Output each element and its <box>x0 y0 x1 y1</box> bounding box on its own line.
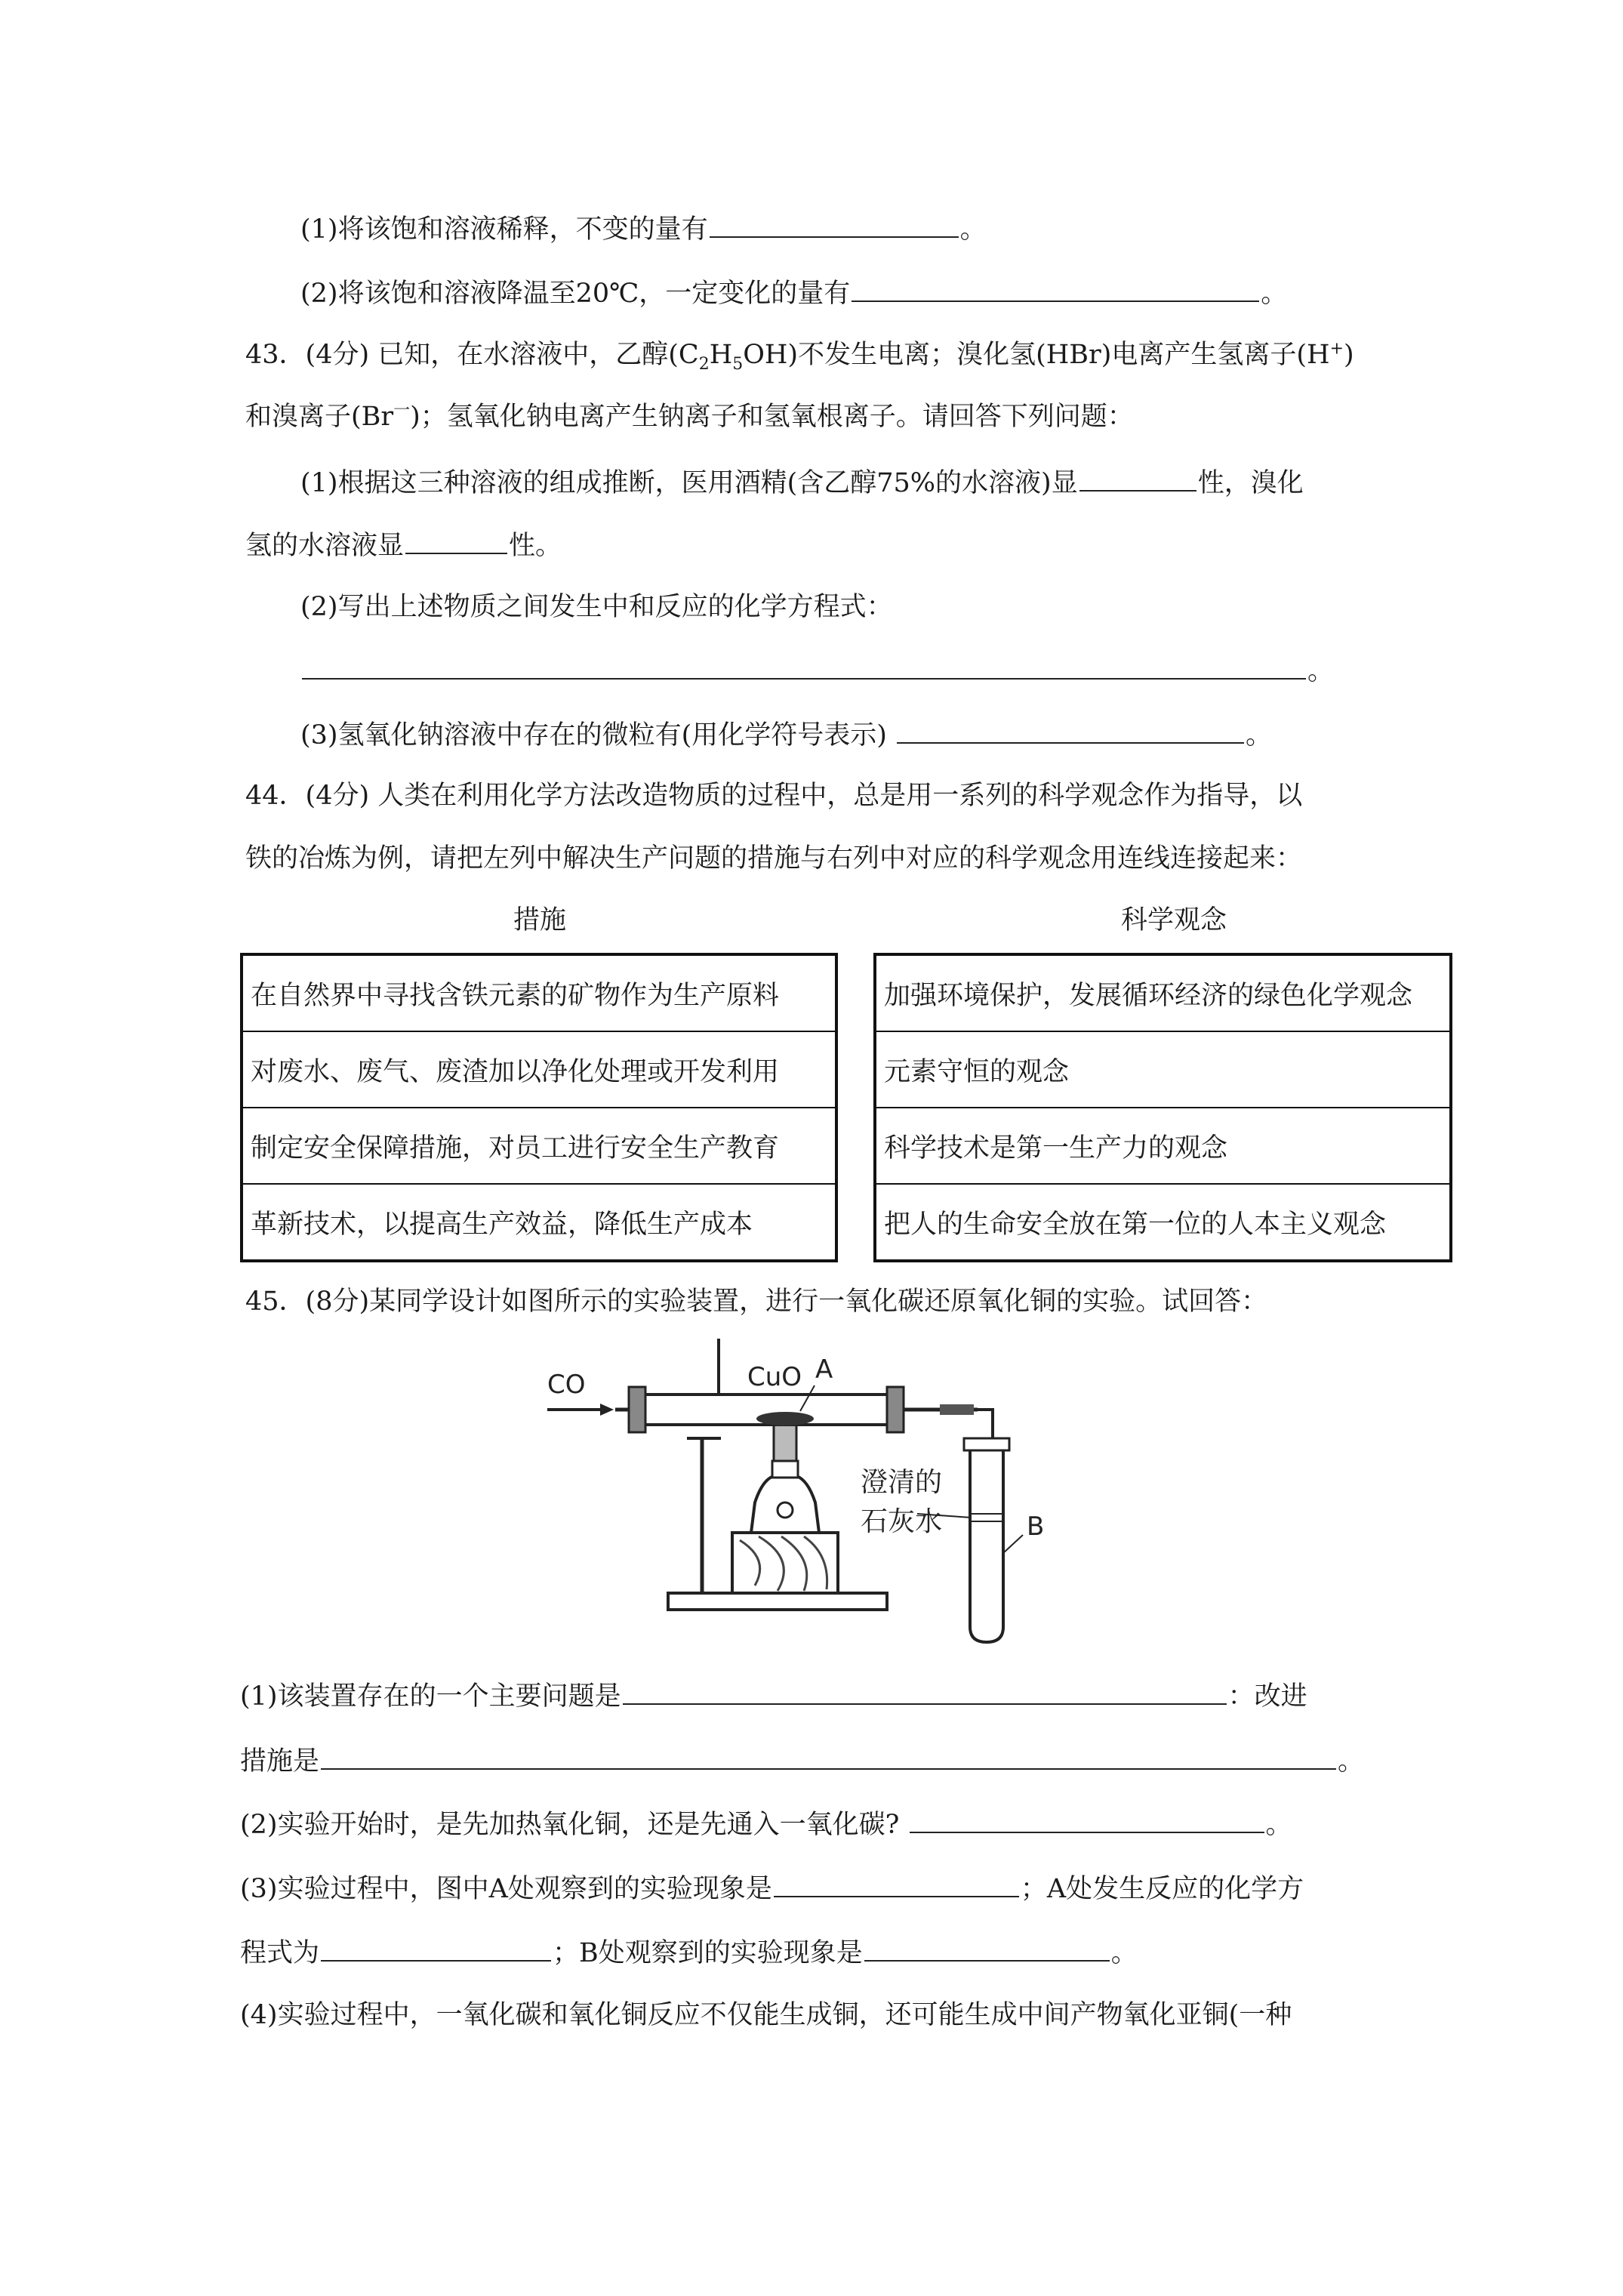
point-a-label: A <box>815 1354 833 1385</box>
answer-blank[interactable] <box>321 1933 551 1962</box>
limewater-label-line2: 石灰水 <box>861 1506 943 1537</box>
cuo-label: CuO <box>747 1362 802 1392</box>
q43-part3: (3)氢氧化钠溶液中存在的微粒有(用化学符号表示) 。 <box>300 715 1272 754</box>
q43-part2-answer-line: 。 <box>300 651 1334 689</box>
concepts-table <box>873 953 1452 1262</box>
q44-stem-line1: 44．(4分) 人类在利用化学方法改造物质的过程中，总是用一系列的科学观念作为指导，以 <box>245 781 1303 811</box>
q43-stem-line2: 和溴离子$(Br^一)$；氢氧化钠电离产生钠离子和氢氧根离子。请回答下列问题： <box>245 401 1134 432</box>
q44-stem-line2: 铁的冶炼为例，请把左列中解决生产问题的措施与右列中对应的科学观念用连线连接起来： <box>245 843 1303 874</box>
q43-part2: (2)写出上述物质之间发生中和反应的化学方程式： <box>300 592 893 622</box>
concept-item[interactable]: 元素守恒的观念 <box>875 1031 1451 1108</box>
concept-item[interactable]: 科学技术是第一生产力的观念 <box>875 1108 1451 1184</box>
wood-block <box>732 1533 838 1593</box>
q42-part2: (2)将该饱和溶液降温至20℃，一定变化的量有 。 <box>300 273 1287 312</box>
stand-base <box>668 1593 887 1610</box>
right-column-header: 科学观念 <box>1121 905 1227 935</box>
q43-part1-cont: 氢的水溶液显 性。 <box>245 525 562 564</box>
q45-stem: 45．(8分)某同学设计如图所示的实验装置，进行一氧化碳还原氧化铜的实验。试回答： <box>245 1287 1268 1317</box>
q45-part1: (1)该装置存在的一个主要问题是 ：改进 <box>240 1676 1307 1715</box>
concept-item[interactable]: 加强环境保护，发展循环经济的绿色化学观念 <box>875 954 1451 1031</box>
q45-part1-cont: 措施是 。 <box>240 1741 1364 1780</box>
apparatus-figure <box>540 1333 1076 1650</box>
answer-blank[interactable] <box>321 1741 1336 1770</box>
left-column-header: 措施 <box>513 905 567 935</box>
measure-item[interactable]: 在自然界中寻找含铁元素的矿物作为生产原料 <box>242 954 836 1031</box>
measure-item[interactable]: 制定安全保障措施，对员工进行安全生产教育 <box>242 1108 836 1184</box>
q43-part1: (1)根据这三种溶液的组成推断，医用酒精(含乙醇75%的水溶液)显 性，溴化 <box>300 463 1304 501</box>
answer-blank[interactable] <box>897 715 1244 744</box>
answer-blank[interactable] <box>710 209 959 238</box>
concept-item[interactable]: 把人的生命安全放在第一位的人本主义观念 <box>875 1184 1451 1261</box>
cuo-powder <box>756 1412 814 1425</box>
limewater-label-line1: 澄清的 <box>861 1467 943 1498</box>
alcohol-lamp <box>751 1476 819 1533</box>
point-b-label: B <box>1027 1512 1045 1542</box>
co-label: CO <box>547 1370 586 1400</box>
q45-part3-cont: 程式为 ；B处观察到的实验现象是 。 <box>240 1933 1138 1971</box>
test-tube <box>970 1446 1003 1642</box>
measure-item[interactable]: 革新技术，以提高生产效益，降低生产成本 <box>242 1184 836 1261</box>
answer-blank[interactable] <box>774 1869 1019 1897</box>
answer-blank[interactable] <box>1079 463 1196 492</box>
answer-blank[interactable] <box>302 651 1306 680</box>
answer-blank[interactable] <box>623 1676 1227 1705</box>
q45-part2: (2)实验开始时，是先加热氧化铜，还是先通入一氧化碳? 。 <box>240 1804 1292 1843</box>
measure-item[interactable]: 对废水、废气、废渣加以净化处理或开发利用 <box>242 1031 836 1108</box>
q43-stem-line1: 43．(4分) 已知，在水溶液中，乙醇$(C_2H_5OH)$不发生电离；溴化氢(HBr)电离产生氢离子(H+) <box>245 339 1354 374</box>
answer-blank[interactable] <box>405 525 507 554</box>
answer-blank[interactable] <box>864 1933 1110 1962</box>
answer-blank[interactable] <box>852 273 1259 302</box>
q45-part3: (3)实验过程中，图中A处观察到的实验现象是 ；A处发生反应的化学方 <box>240 1869 1304 1907</box>
q45-part4: (4)实验过程中，一氧化碳和氧化铜反应不仅能生成铜，还可能生成中间产物氧化亚铜(一种 <box>240 2000 1292 2030</box>
answer-blank[interactable] <box>910 1804 1264 1833</box>
q42-part1: (1)将该饱和溶液稀释，不变的量有 。 <box>300 209 987 248</box>
measures-table <box>240 953 838 1262</box>
